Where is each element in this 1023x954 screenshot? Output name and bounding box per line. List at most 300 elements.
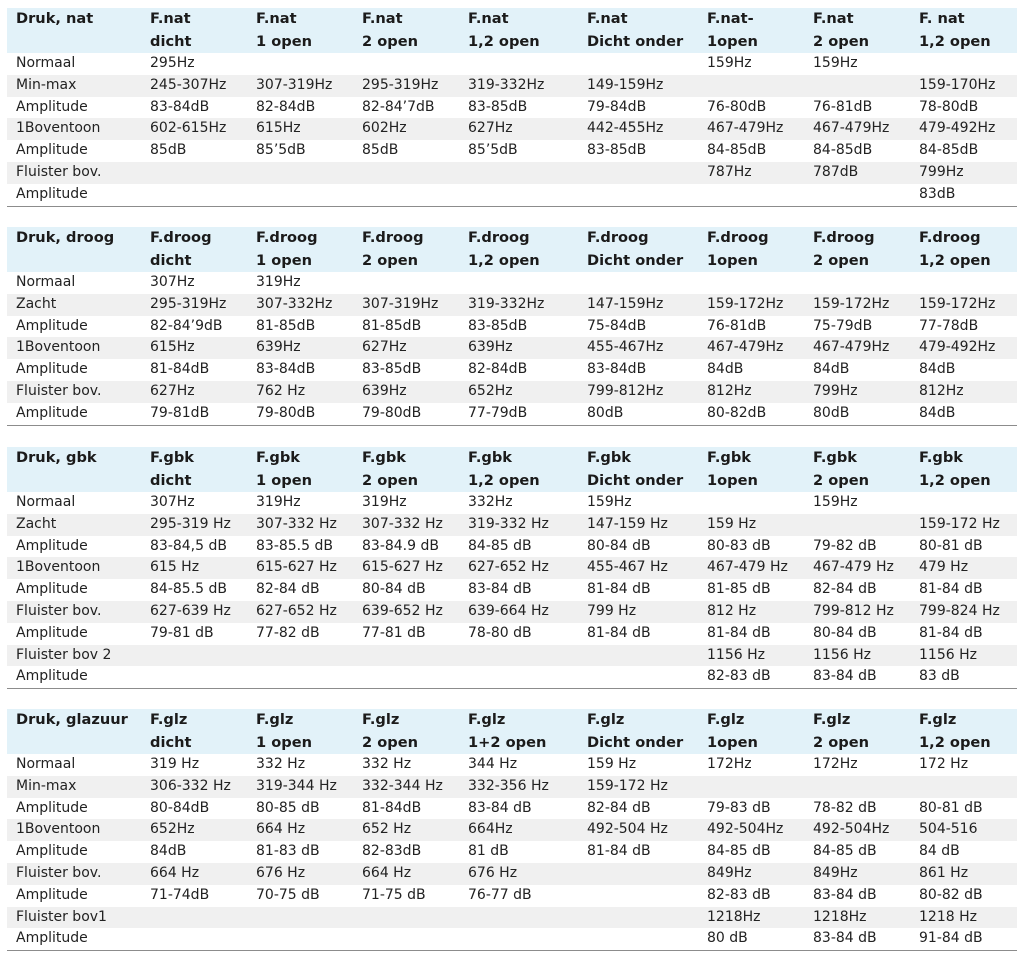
table-cell — [247, 53, 353, 75]
table-row — [7, 623, 1017, 645]
row-label: 1Boventoon — [16, 339, 101, 356]
table-cell: 492-504Hz — [707, 821, 784, 838]
header-row — [7, 227, 1017, 249]
table-cell: 319-332Hz — [468, 76, 545, 93]
table-cell — [804, 184, 910, 206]
table-cell: 172Hz — [813, 756, 858, 772]
header-cell: F.gbk — [150, 449, 194, 466]
table-cell: 76-81dB — [707, 317, 767, 334]
header-cell: F.droog — [150, 229, 212, 246]
table-cell: 159-172 Hz — [587, 777, 668, 794]
table-cell: 83-84.9 dB — [362, 537, 439, 554]
header-cell: 1+2 open — [468, 734, 547, 751]
table-cell: 467-479 Hz — [707, 559, 788, 576]
table-cell — [247, 666, 353, 688]
table-cell: 81-84 dB — [587, 843, 651, 860]
header-row — [7, 709, 1017, 731]
header-cell: 2 open — [362, 252, 418, 269]
header-cell: 1 open — [256, 252, 312, 269]
header-cell: F.glz — [468, 711, 506, 728]
table-cell: 799 Hz — [587, 602, 637, 619]
row-label: Normaal — [16, 55, 76, 71]
table-cell: 319-332 Hz — [468, 515, 549, 532]
table-cell: 80-83 dB — [707, 537, 771, 554]
row-label: Fluister bov1 — [16, 908, 107, 925]
table-cell — [353, 645, 459, 667]
header-cell: F.glz — [362, 711, 400, 728]
table-cell: 319-344 Hz — [256, 777, 337, 794]
table-cell — [804, 514, 910, 536]
table-cell: 332Hz — [468, 494, 513, 510]
header-cell: 1open — [707, 33, 758, 50]
header-cell: 1open — [707, 472, 758, 489]
header-cell: 1,2 open — [468, 33, 540, 50]
table-cell: 71-75 dB — [362, 886, 426, 903]
table-cell: 80-84 dB — [813, 624, 877, 641]
header-cell: F.nat — [587, 10, 628, 27]
table-cell: 85’5dB — [468, 142, 518, 159]
header-cell: F.gbk — [362, 449, 406, 466]
table-cell: 307Hz — [150, 274, 195, 290]
table-cell — [141, 928, 247, 950]
table-cell — [353, 162, 459, 184]
table-row — [7, 140, 1017, 162]
table-cell: 147-159 Hz — [587, 515, 668, 532]
table-cell: 80-84 dB — [362, 581, 426, 598]
table-cell: 627-652 Hz — [468, 559, 549, 576]
row-label: 1Boventoon — [16, 559, 101, 576]
table-cell: 83-84 dB — [468, 799, 532, 816]
table-cell: 84dB — [919, 404, 956, 421]
header-cell: F.gbk — [468, 449, 512, 466]
table-cell — [459, 666, 578, 688]
header-cell: F.gbk — [919, 449, 963, 466]
table-glazuur — [7, 709, 1017, 951]
table-cell: 82-83dB — [362, 843, 422, 860]
table-cell: 77-78dB — [919, 317, 979, 334]
table-cell: 78-80dB — [919, 98, 979, 115]
table-cell: 81 dB — [468, 843, 509, 860]
header-cell — [7, 731, 141, 754]
header-cell: 1,2 open — [919, 252, 991, 269]
table-cell: 82-84 dB — [813, 581, 877, 598]
table-cell: 159-172 Hz — [919, 515, 1000, 532]
table-cell — [578, 666, 698, 688]
header-cell: F.glz — [256, 711, 294, 728]
table-cell — [698, 184, 804, 206]
table-cell: 455-467Hz — [587, 339, 664, 356]
table-cell — [141, 645, 247, 667]
header-row — [7, 469, 1017, 492]
table-cell: 307-332 Hz — [362, 515, 443, 532]
table-cell: 85dB — [150, 142, 187, 159]
row-label: Amplitude — [16, 668, 88, 685]
table-cell: 80dB — [813, 404, 850, 421]
table-cell: 615Hz — [150, 339, 195, 356]
table-cell: 83-85dB — [468, 317, 528, 334]
table-cell: 799Hz — [919, 163, 964, 180]
table-gbk — [7, 447, 1017, 689]
table-cell: 639-664 Hz — [468, 602, 549, 619]
table-cell: 82-84dB — [256, 98, 316, 115]
table-row — [7, 53, 1017, 75]
table-cell: 76-80dB — [707, 98, 767, 115]
header-cell: F.nat- — [707, 10, 754, 27]
table-cell: 80-84dB — [150, 799, 210, 816]
table-cell: 639Hz — [256, 339, 301, 356]
table-cell: 1218 Hz — [919, 908, 977, 925]
header-cell: 1,2 open — [468, 252, 540, 269]
table-cell — [578, 162, 698, 184]
table-cell — [459, 645, 578, 667]
row-label: Fluister bov. — [16, 382, 102, 399]
table-cell — [141, 162, 247, 184]
header-cell: 1open — [707, 734, 758, 751]
table-cell — [578, 645, 698, 667]
table-cell — [247, 162, 353, 184]
table-cell — [698, 75, 804, 97]
header-cell: 2 open — [813, 734, 869, 751]
header-cell: F.nat — [362, 10, 403, 27]
header-cell: 1,2 open — [468, 472, 540, 489]
table-cell: 80-81 dB — [919, 537, 983, 554]
table-cell: 84-85 dB — [468, 537, 532, 554]
header-cell: 1,2 open — [919, 33, 991, 50]
row-label: Amplitude — [16, 799, 88, 816]
table-cell: 812Hz — [707, 382, 752, 399]
row-label: 1Boventoon — [16, 821, 101, 838]
table-cell: 615 Hz — [150, 559, 200, 576]
table-header — [7, 709, 1017, 754]
table-cell: 467-479Hz — [707, 339, 784, 356]
table-cell: 81-84 dB — [919, 581, 983, 598]
table-cell: 467-479Hz — [707, 120, 784, 137]
row-label: Amplitude — [16, 98, 88, 115]
table-row — [7, 359, 1017, 381]
table-header — [7, 447, 1017, 492]
header-cell: F.droog — [256, 229, 318, 246]
table-cell: 615-627 Hz — [362, 559, 443, 576]
table-cell — [353, 53, 459, 75]
header-cell: dicht — [150, 734, 192, 751]
table-cell: 799Hz — [813, 382, 858, 399]
table-cell: 84 dB — [919, 843, 960, 860]
table-cell — [247, 645, 353, 667]
row-label: Amplitude — [16, 537, 88, 554]
row-label: Amplitude — [16, 843, 88, 860]
table-header — [7, 227, 1017, 272]
table-cell — [459, 928, 578, 950]
header-cell: F.nat — [813, 10, 854, 27]
table-cell: 812Hz — [919, 382, 964, 399]
table-cell — [578, 184, 698, 206]
table-cell — [141, 184, 247, 206]
table-cell — [910, 776, 1017, 798]
row-label: Amplitude — [16, 404, 88, 421]
header-cell: F.droog — [707, 229, 769, 246]
table-cell: 332 Hz — [362, 756, 412, 772]
table-cell: 627Hz — [150, 382, 195, 399]
header-cell: Druk, glazuur — [16, 711, 128, 728]
table-cell — [247, 907, 353, 929]
table-cell: 81-84dB — [362, 799, 422, 816]
row-label: Fluister bov. — [16, 602, 102, 619]
row-label: Amplitude — [16, 886, 88, 903]
table-cell: 467-479 Hz — [813, 559, 894, 576]
header-cell: 1 open — [256, 734, 312, 751]
table-cell — [353, 184, 459, 206]
table-cell: 147-159Hz — [587, 295, 664, 312]
table-cell: 79-81dB — [150, 404, 210, 421]
table-cell — [910, 272, 1017, 294]
table-cell: 91-84 dB — [919, 930, 983, 947]
table-cell: 85dB — [362, 142, 399, 159]
table-cell: 627Hz — [362, 339, 407, 356]
header-cell: 2 open — [362, 734, 418, 751]
row-label: Normaal — [16, 494, 76, 510]
table-cell — [141, 666, 247, 688]
table-cell: 80-81 dB — [919, 799, 983, 816]
table-cell: 307-332Hz — [256, 295, 333, 312]
table-row — [7, 162, 1017, 184]
table-body — [7, 53, 1017, 206]
table-cell: 676 Hz — [468, 864, 518, 881]
table-cell: 307-332 Hz — [256, 515, 337, 532]
table-cell: 83-84dB — [256, 361, 316, 378]
header-cell: F.nat — [256, 10, 297, 27]
header-row — [7, 249, 1017, 272]
table-cell: 1218Hz — [707, 908, 761, 925]
table-row — [7, 928, 1017, 950]
header-cell: Druk, gbk — [16, 449, 97, 466]
table-cell: 627-639 Hz — [150, 602, 231, 619]
header-cell: dicht — [150, 252, 192, 269]
row-label: Min-max — [16, 777, 77, 794]
table-cell: 639-652 Hz — [362, 602, 443, 619]
table-row — [7, 863, 1017, 885]
table-cell — [459, 272, 578, 294]
header-cell — [7, 30, 141, 53]
table-cell: 319-332Hz — [468, 295, 545, 312]
table-cell: 295-319Hz — [150, 295, 227, 312]
table-cell: 479-492Hz — [919, 339, 996, 356]
table-cell: 812 Hz — [707, 602, 757, 619]
table-cell: 762 Hz — [256, 382, 306, 399]
table-cell: 82-84 dB — [256, 581, 320, 598]
table-cell — [578, 928, 698, 950]
table-cell — [698, 272, 804, 294]
row-label: Fluister bov. — [16, 163, 102, 180]
table-cell: 307-319Hz — [256, 76, 333, 93]
table-cell: 295-319Hz — [362, 76, 439, 93]
table-cell: 81-84 dB — [919, 624, 983, 641]
table-cell: 83-85.5 dB — [256, 537, 333, 554]
table-droog — [7, 227, 1017, 426]
table-cell: 82-84’7dB — [362, 98, 435, 115]
table-cell: 81-85dB — [362, 317, 422, 334]
table-cell — [698, 776, 804, 798]
table-cell: 76-81dB — [813, 98, 873, 115]
header-cell: 2 open — [813, 33, 869, 50]
table-cell: 78-80 dB — [468, 624, 532, 641]
table-cell: 159Hz — [813, 55, 858, 71]
table-cell: 80 dB — [707, 930, 748, 947]
table-cell: 332-344 Hz — [362, 777, 443, 794]
table-cell: 245-307Hz — [150, 76, 227, 93]
table-cell: 159-170Hz — [919, 76, 996, 93]
table-cell: 1218Hz — [813, 908, 867, 925]
table-cell: 77-81 dB — [362, 624, 426, 641]
table-cell: 82-84dB — [468, 361, 528, 378]
table-row — [7, 536, 1017, 558]
table-cell: 82-83 dB — [707, 886, 771, 903]
table-row — [7, 907, 1017, 929]
table-row — [7, 798, 1017, 820]
table-cell: 344 Hz — [468, 756, 518, 772]
table-cell — [247, 184, 353, 206]
table-cell: 306-332 Hz — [150, 777, 231, 794]
table-cell: 80-82dB — [707, 404, 767, 421]
header-cell — [7, 469, 141, 492]
table-row — [7, 337, 1017, 359]
row-label: Min-max — [16, 76, 77, 93]
table-cell — [804, 75, 910, 97]
table-row — [7, 885, 1017, 907]
table-cell: 83-85dB — [468, 98, 528, 115]
table-cell — [698, 492, 804, 514]
table-cell: 84-85.5 dB — [150, 581, 227, 598]
table-cell — [459, 162, 578, 184]
table-cell: 79-80dB — [256, 404, 316, 421]
row-label: Amplitude — [16, 581, 88, 598]
table-cell: 639Hz — [468, 339, 513, 356]
table-cell: 79-80dB — [362, 404, 422, 421]
table-cell: 676 Hz — [256, 864, 306, 881]
row-label: Normaal — [16, 756, 76, 772]
table-cell: 70-75 dB — [256, 886, 320, 903]
header-cell: F. nat — [919, 10, 965, 27]
table-row — [7, 776, 1017, 798]
table-cell: 1156 Hz — [813, 646, 871, 663]
table-row — [7, 316, 1017, 338]
table-cell: 82-84 dB — [587, 799, 651, 816]
table-cell: 172Hz — [707, 756, 752, 772]
table-cell: 639Hz — [362, 382, 407, 399]
table-cell: 479 Hz — [919, 559, 969, 576]
table-cell: 159Hz — [813, 494, 858, 510]
header-cell: Dicht onder — [587, 472, 684, 489]
table-cell: 84-85dB — [813, 142, 873, 159]
header-cell: 1,2 open — [919, 734, 991, 751]
table-row — [7, 75, 1017, 97]
row-label: Normaal — [16, 274, 76, 290]
header-cell: F.droog — [813, 229, 875, 246]
table-cell: 81-84dB — [150, 361, 210, 378]
table-cell: 159Hz — [587, 494, 632, 510]
header-cell: F.droog — [468, 229, 530, 246]
table-cell: 442-455Hz — [587, 120, 664, 137]
table-cell: 79-84dB — [587, 98, 647, 115]
header-row — [7, 731, 1017, 754]
table-cell: 627-652 Hz — [256, 602, 337, 619]
table-cell: 159Hz — [707, 55, 752, 71]
header-row — [7, 30, 1017, 53]
table-cell: 81-85dB — [256, 317, 316, 334]
header-cell: 1,2 open — [919, 472, 991, 489]
table-cell: 319Hz — [256, 274, 301, 290]
table-row — [7, 118, 1017, 140]
table-row — [7, 557, 1017, 579]
table-cell: 84dB — [707, 361, 744, 378]
row-label: Amplitude — [16, 185, 88, 202]
header-cell: F.gbk — [587, 449, 631, 466]
table-cell — [910, 492, 1017, 514]
table-cell: 319Hz — [362, 494, 407, 510]
table-row — [7, 514, 1017, 536]
table-cell: 83-84 dB — [813, 886, 877, 903]
table-cell: 467-479Hz — [813, 339, 890, 356]
table-cell: 82-84’9dB — [150, 317, 223, 334]
table-row — [7, 601, 1017, 623]
table-cell: 664 Hz — [150, 864, 200, 881]
table-cell — [578, 907, 698, 929]
table-cell: 849Hz — [707, 864, 752, 881]
table-cell: 652Hz — [468, 382, 513, 399]
table-row — [7, 754, 1017, 776]
row-label: Amplitude — [16, 624, 88, 641]
header-cell: F.droog — [362, 229, 424, 246]
header-cell: 2 open — [813, 472, 869, 489]
table-cell: 83 dB — [919, 668, 960, 685]
table-cell — [804, 776, 910, 798]
table-nat — [7, 8, 1017, 207]
table-row — [7, 403, 1017, 425]
table-cell: 81-84 dB — [587, 624, 651, 641]
header-cell: Druk, droog — [16, 229, 115, 246]
table-cell: 602-615Hz — [150, 120, 227, 137]
table-cell: 79-82 dB — [813, 537, 877, 554]
table-body — [7, 754, 1017, 951]
header-cell: F.droog — [919, 229, 981, 246]
table-cell: 149-159Hz — [587, 76, 664, 93]
table-cell — [459, 907, 578, 929]
header-cell: F.nat — [150, 10, 191, 27]
table-cell: 799-812Hz — [587, 382, 664, 399]
table-cell: 79-83 dB — [707, 799, 771, 816]
table-cell: 479-492Hz — [919, 120, 996, 137]
table-row — [7, 666, 1017, 688]
table-cell: 307-319Hz — [362, 295, 439, 312]
table-cell: 861 Hz — [919, 864, 969, 881]
table-cell: 849Hz — [813, 864, 858, 881]
header-cell: dicht — [150, 472, 192, 489]
table-row — [7, 381, 1017, 403]
table-cell: 492-504Hz — [813, 821, 890, 838]
table-cell: 159 Hz — [587, 756, 637, 772]
table-cell: 602Hz — [362, 120, 407, 137]
table-cell — [353, 907, 459, 929]
table-cell: 799-812 Hz — [813, 602, 894, 619]
table-cell: 79-81 dB — [150, 624, 214, 641]
table-cell: 82-83 dB — [707, 668, 771, 685]
table-cell: 84dB — [919, 361, 956, 378]
header-cell: 2 open — [813, 252, 869, 269]
table-cell: 615Hz — [256, 120, 301, 137]
table-cell: 295-319 Hz — [150, 515, 231, 532]
table-cell: 83-84dB — [150, 98, 210, 115]
header-cell: 2 open — [362, 472, 418, 489]
table-cell: 799-824 Hz — [919, 602, 1000, 619]
